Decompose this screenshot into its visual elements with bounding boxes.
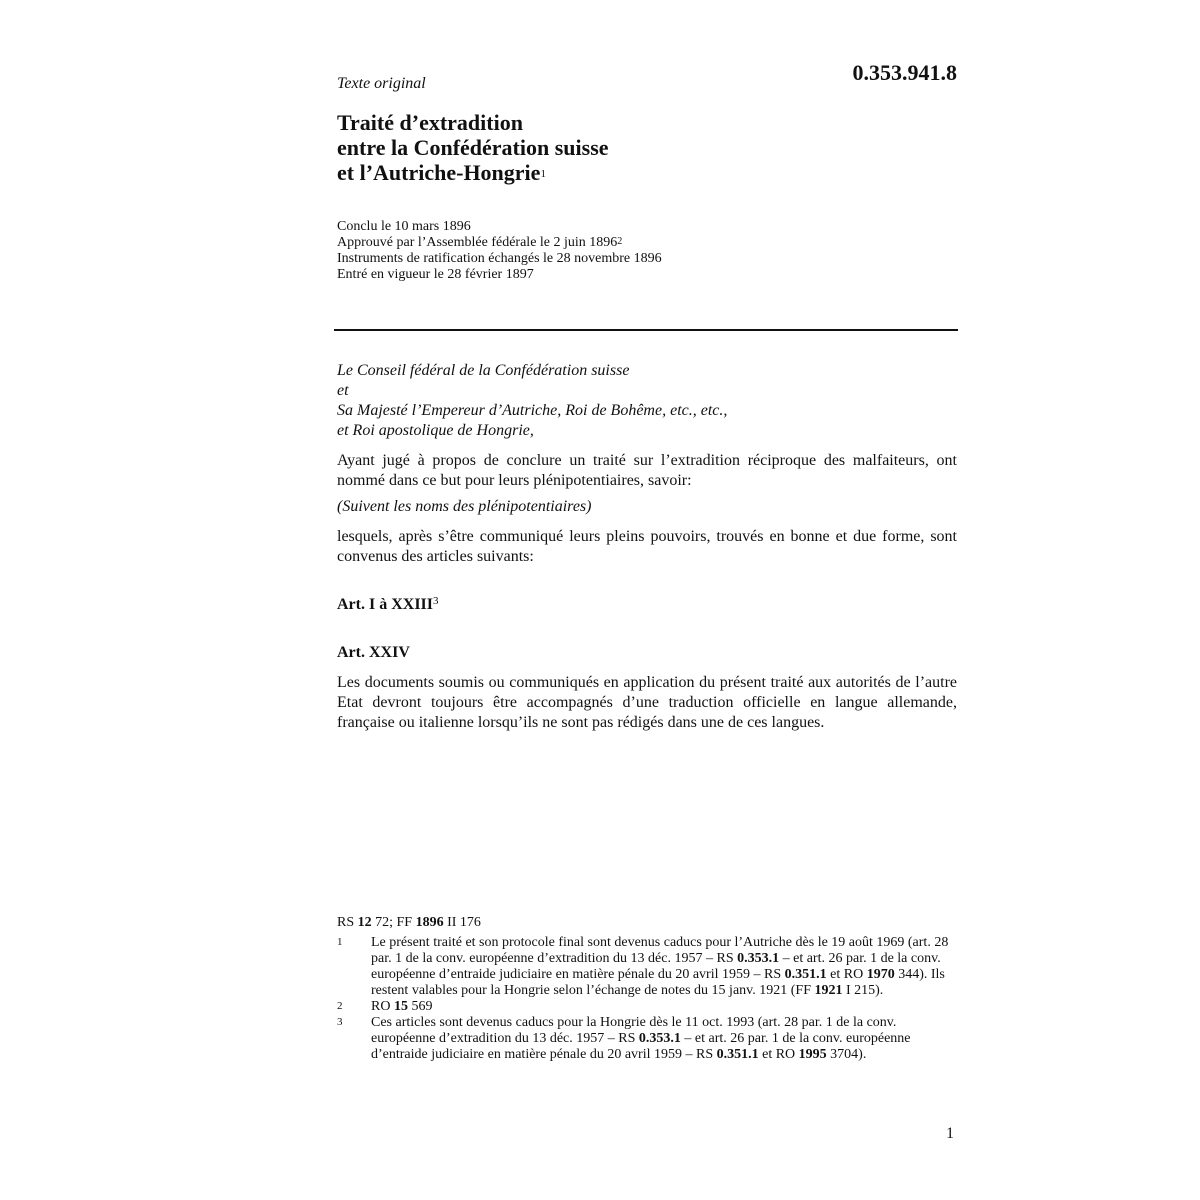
document-number: 0.353.941.8 — [852, 60, 957, 85]
footnote-number: 2 — [337, 1000, 343, 1012]
footnote-2 — [337, 999, 957, 1015]
treaty-metadata — [337, 219, 662, 283]
footnote-text: Le présent traité et son protocole final sont devenus caducs pour l’Autriche dès le 19 août 1969 (art. 28 par. 1 de la conv. européenne d’extradition du 13 déc. 1957 – RS 0.353.1 – et art. 26 par. 1 de la conv. européenne d’entraide judiciaire en matière pénale du 20 avril 1959 – RS 0.351.1 et RO 1970 344). Ils restent valables pour la Hongrie selon l’échange de notes du 15 janv. 1921 (FF 1921 I 215). — [371, 935, 949, 998]
footnote-1 — [337, 935, 957, 999]
footnote-mark-3[interactable]: 3 — [433, 595, 439, 607]
footnotes — [337, 935, 957, 1063]
document-page — [337, 0, 957, 1200]
footnote-number: 3 — [337, 1016, 343, 1028]
title-line-1: Traité d’extradition — [337, 110, 523, 135]
meta-conclu: Conclu le 10 mars 1896 — [337, 219, 471, 234]
article-heading-1-23 — [337, 596, 439, 614]
meta-approuve — [337, 235, 662, 251]
preamble — [337, 361, 727, 441]
article-24-text: Les documents soumis ou communiqués en application du présent traité aux autorités de l’autre Etat devront toujours être accompagnés d’une traduction officielle en langue allemande, française ou italienne lorsqu’ils ne sont pas rédigés dans une de ces langues. — [337, 674, 957, 731]
article-heading-24: Art. XXIV — [337, 644, 410, 661]
title-line-3 — [337, 160, 609, 185]
document-title — [337, 110, 609, 185]
footnote-text: Ces articles sont devenus caducs pour la Hongrie dès le 11 oct. 1993 (art. 28 par. 1 de la conv. européenne d’extradition du 13 déc. 1957 – RS 0.353.1 – et art. 26 par. 1 de la conv. européenne d’entraide judiciaire en matière pénale du 20 avril 1959 – RS 0.351.1 et RO 1995 3704). — [371, 1015, 911, 1062]
footnote-mark-1[interactable]: 1 — [540, 168, 546, 180]
body-paragraph-2: lesquels, après s’être communiqué leurs pleins pouvoirs, trouvés en bonne et due forme, sont convenus des articles suivants: — [337, 528, 957, 565]
preamble-line-4: et Roi apostolique de Hongrie, — [337, 422, 534, 439]
footnote-number: 1 — [337, 936, 343, 948]
preamble-line-2: et — [337, 382, 349, 399]
footnote-mark-2[interactable]: 2 — [617, 236, 623, 247]
source-reference: RS 12 72; FF 1896 II 176 — [337, 915, 481, 930]
meta-instruments: Instruments de ratification échangés le 28 novembre 1896 — [337, 251, 662, 266]
texte-original-label: Texte original — [337, 75, 426, 92]
horizontal-divider — [334, 329, 958, 331]
title-line-3-text: et l’Autriche-Hongrie — [337, 160, 541, 185]
meta-vigueur: Entré en vigueur le 28 février 1897 — [337, 267, 534, 282]
preamble-line-3: Sa Majesté l’Empereur d’Autriche, Roi de Bohême, etc., etc., — [337, 402, 728, 419]
preamble-line-1: Le Conseil fédéral de la Confédération suisse — [337, 362, 630, 379]
footnote-3 — [337, 1015, 957, 1063]
article-heading-1-23-text: Art. I à XXIII — [337, 596, 433, 613]
meta-approuve-text: Approuvé par l’Assemblée fédérale le 2 juin 1896 — [337, 235, 618, 250]
title-line-2: entre la Confédération suisse — [337, 135, 609, 160]
page-number: 1 — [946, 1125, 954, 1142]
footnote-text: RO 15 569 — [371, 999, 433, 1014]
body-paragraph-1: Ayant jugé à propos de conclure un traité sur l’extradition réciproque des malfaiteurs, ont nommé dans ce but pour leurs plénipotentiaires, savoir: — [337, 452, 957, 489]
plenipotentiaries-note: (Suivent les noms des plénipotentiaires) — [337, 498, 592, 515]
